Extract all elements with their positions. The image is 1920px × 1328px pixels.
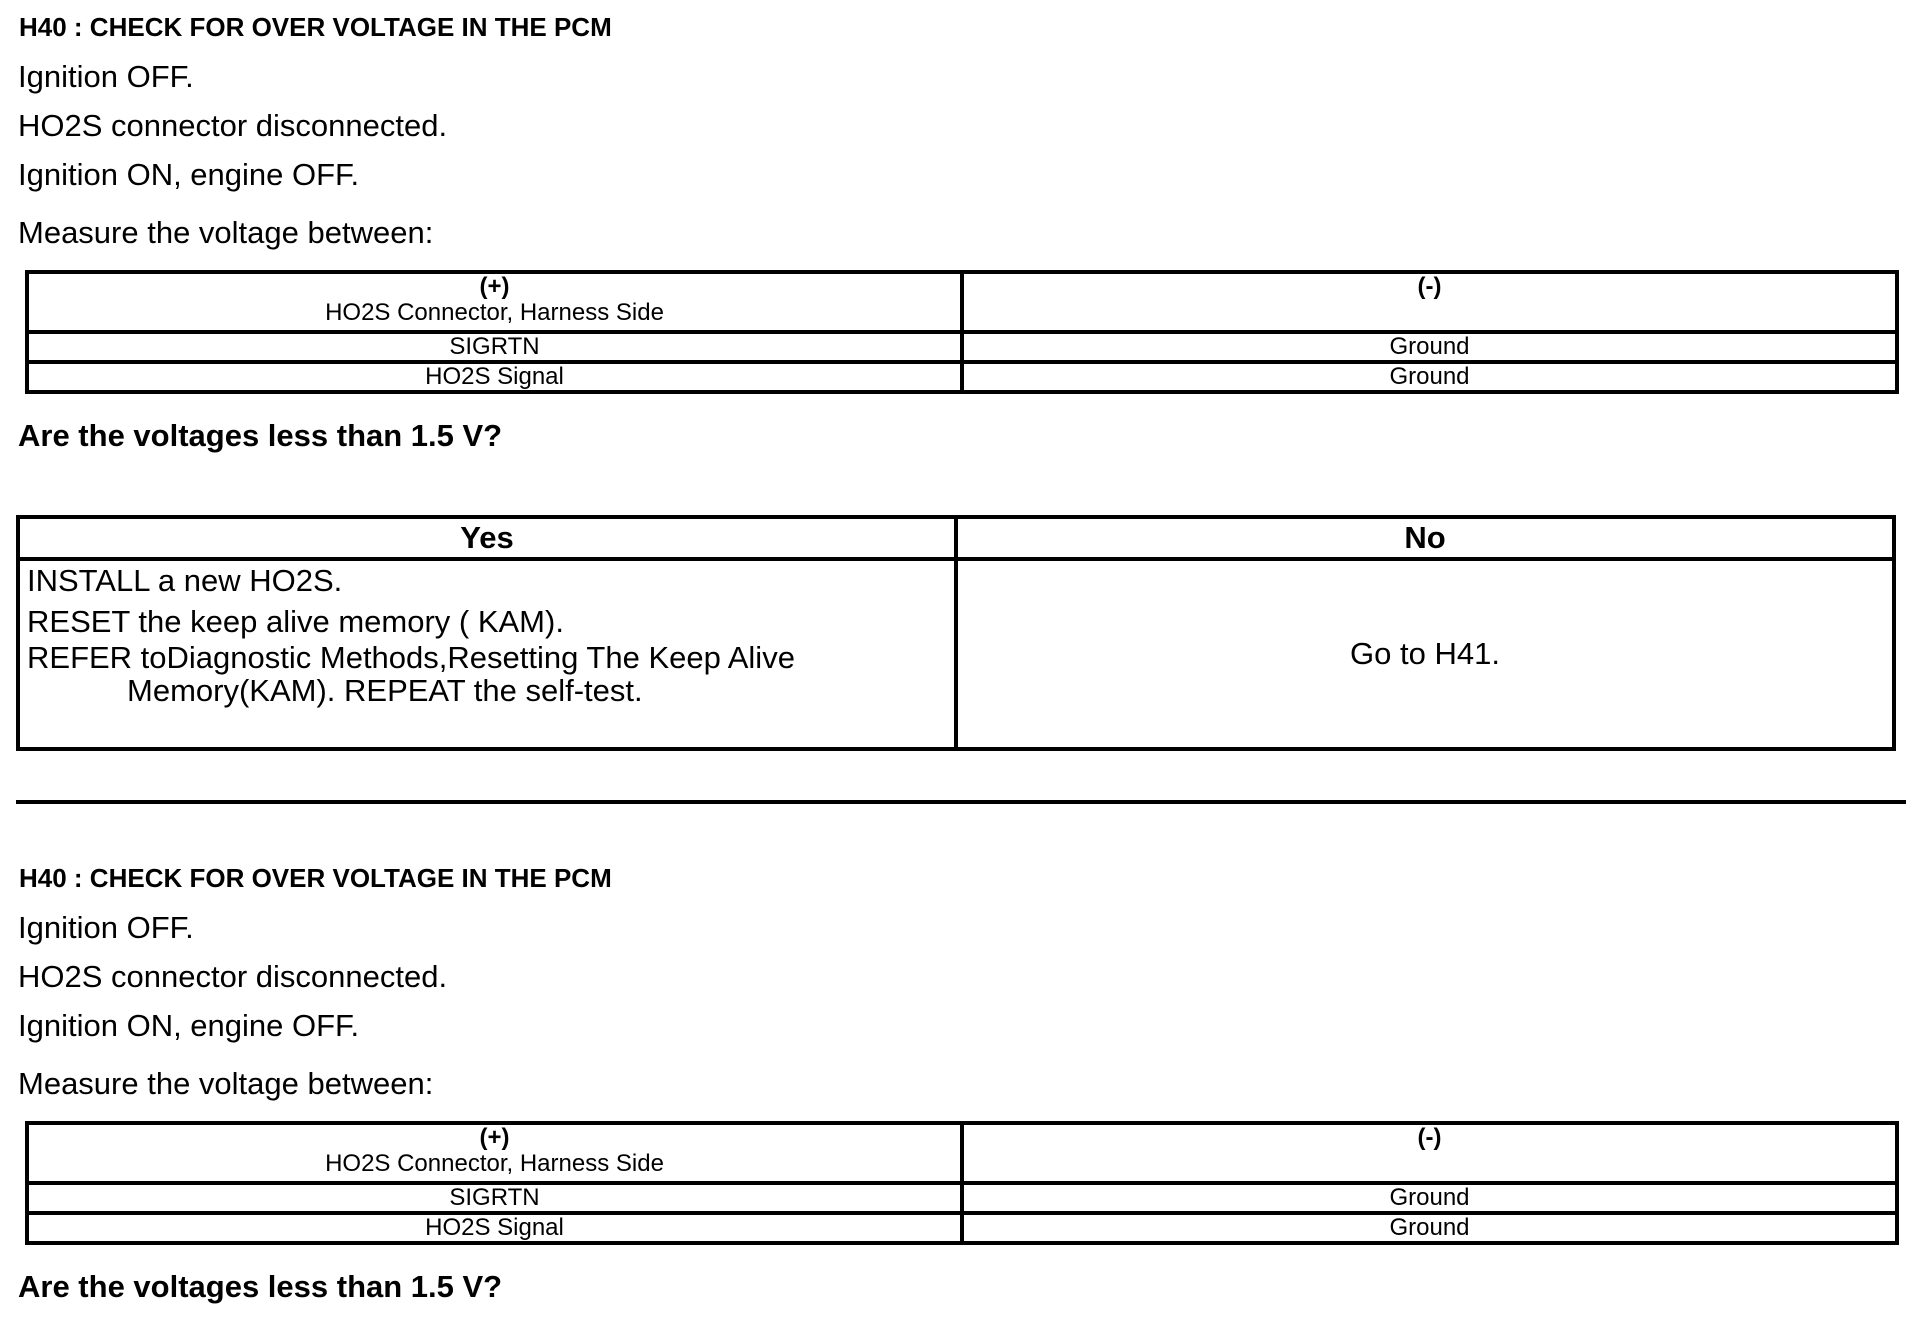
plus-header-cell: [27, 1123, 962, 1183]
section-title: H40 : CHECK FOR OVER VOLTAGE IN THE PCM: [19, 12, 612, 42]
measurement-table: [25, 1121, 1899, 1245]
question: Are the voltages less than 1.5 V?: [18, 1269, 503, 1304]
no-cell: Go to H41.: [956, 559, 1894, 749]
section-title: H40 : CHECK FOR OVER VOLTAGE IN THE PCM: [19, 863, 612, 893]
step-2: HO2S connector disconnected.: [18, 959, 448, 994]
yes-line: Memory(KAM). REPEAT the self-test.: [127, 673, 643, 708]
yes-header: Yes: [18, 517, 956, 559]
step-1: Ignition OFF.: [18, 910, 194, 945]
question: Are the voltages less than 1.5 V?: [18, 418, 503, 453]
section-divider: [16, 800, 1906, 804]
yes-line: RESET the keep alive memory ( KAM).: [27, 604, 564, 639]
minus-cell: Ground: [962, 1183, 1897, 1213]
measure-label: Measure the voltage between:: [18, 1066, 434, 1101]
plus-cell: HO2S Signal: [27, 362, 962, 392]
step-3: Ignition ON, engine OFF.: [18, 157, 360, 192]
yes-line: INSTALL a new HO2S.: [27, 563, 343, 598]
step-3: Ignition ON, engine OFF.: [18, 1008, 360, 1043]
plus-cell: SIGRTN: [27, 332, 962, 362]
table-row: [27, 1183, 1897, 1213]
plus-header: (+): [479, 273, 510, 300]
plus-subheader: HO2S Connector, Harness Side: [325, 1150, 664, 1177]
plus-cell: HO2S Signal: [27, 1213, 962, 1243]
plus-cell: SIGRTN: [27, 1183, 962, 1213]
minus-header: (-): [1417, 273, 1442, 300]
measurement-table: [25, 270, 1899, 394]
minus-header-cell: [962, 272, 1897, 332]
table-row: [27, 332, 1897, 362]
table-row: [27, 362, 1897, 392]
measure-label: Measure the voltage between:: [18, 215, 434, 250]
yes-line: REFER toDiagnostic Methods,Resetting The Keep Alive: [27, 640, 795, 675]
minus-header: (-): [1417, 1124, 1442, 1151]
result-table: [16, 515, 1896, 751]
minus-cell: Ground: [962, 332, 1897, 362]
step-1: Ignition OFF.: [18, 59, 194, 94]
yes-cell: [18, 559, 956, 749]
plus-header: (+): [479, 1124, 510, 1151]
plus-subheader: HO2S Connector, Harness Side: [325, 299, 664, 326]
plus-header-cell: [27, 272, 962, 332]
minus-cell: Ground: [962, 1213, 1897, 1243]
table-row: [27, 1213, 1897, 1243]
no-header: No: [956, 517, 1894, 559]
minus-cell: Ground: [962, 362, 1897, 392]
step-2: HO2S connector disconnected.: [18, 108, 448, 143]
minus-header-cell: [962, 1123, 1897, 1183]
